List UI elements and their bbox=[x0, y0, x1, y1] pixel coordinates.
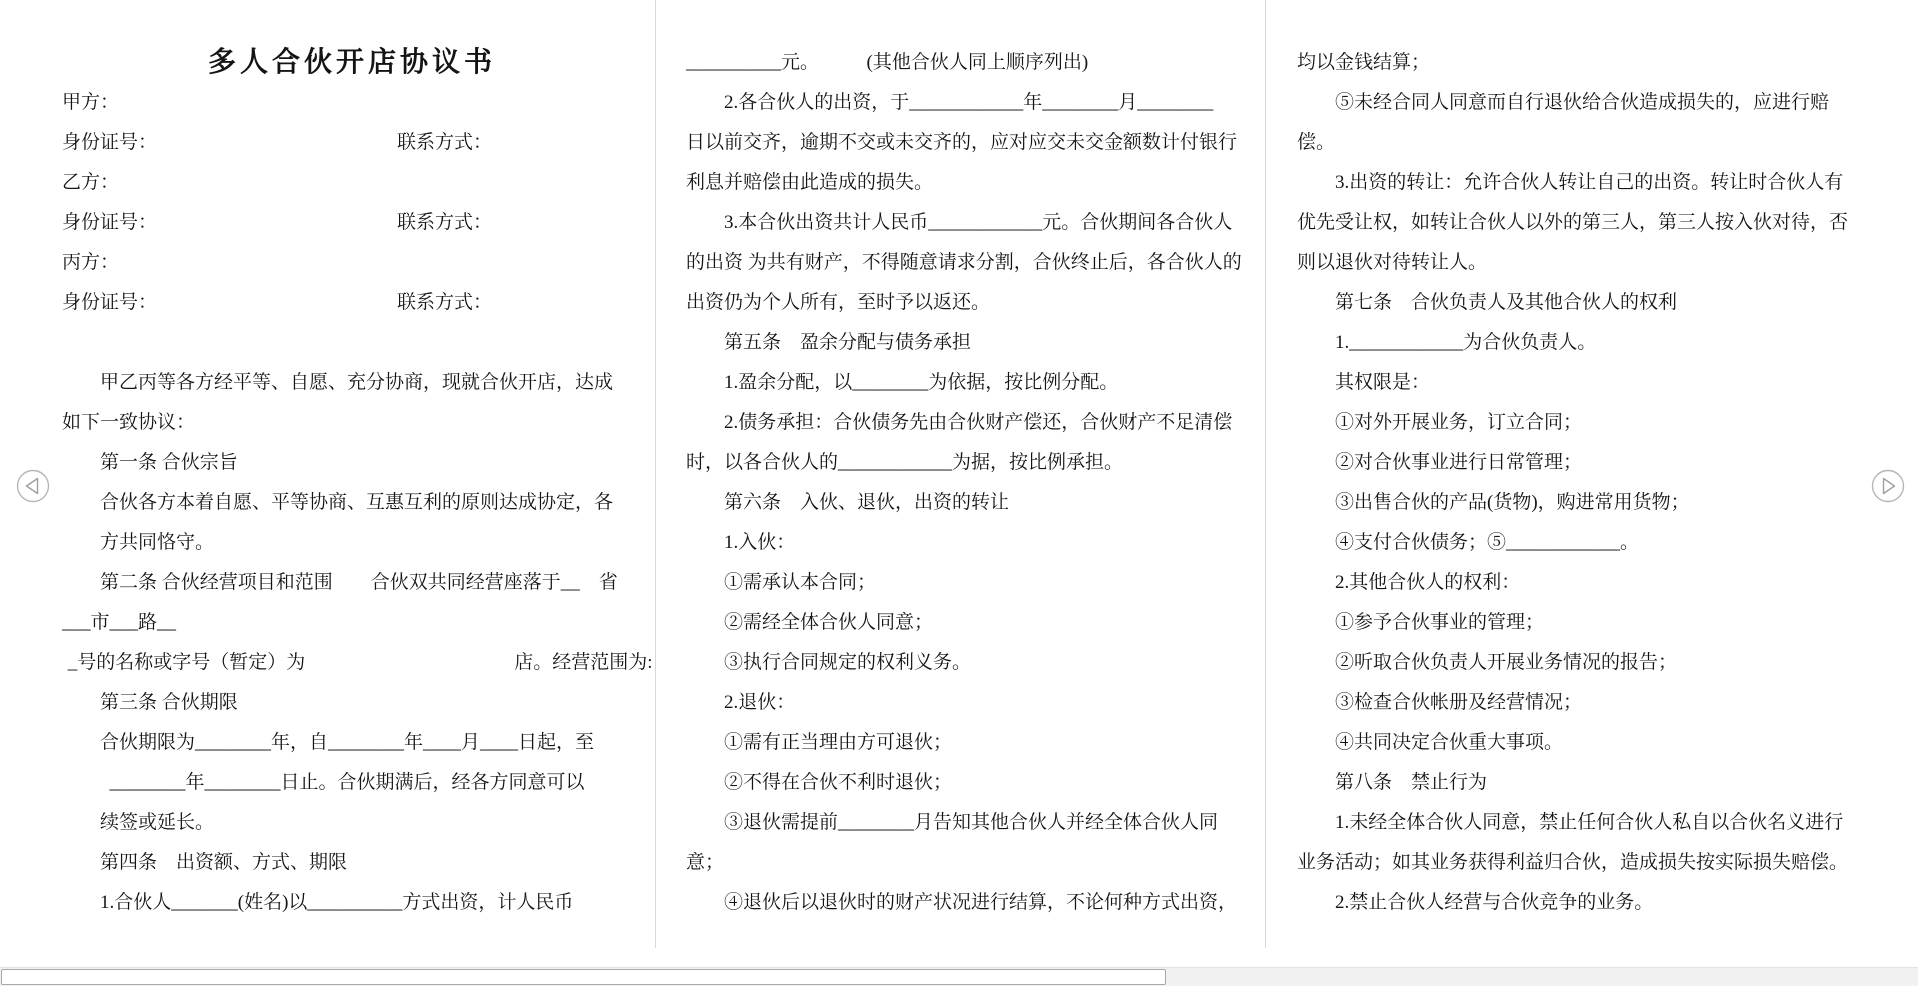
doc-line-right: 联系方式： bbox=[397, 212, 493, 233]
circle-arrow-left-icon bbox=[15, 492, 51, 507]
doc-line: _号的名称或字号（暂定）为 店。经营范围为: bbox=[67, 652, 653, 673]
doc-line: ④共同决定合伙重大事项。 bbox=[1335, 732, 1564, 753]
document-column-2 bbox=[686, 43, 1246, 923]
doc-line-left: 身份证号： bbox=[62, 292, 158, 313]
doc-line: 3.出资的转让：允许合伙人转让自己的出资。转让时合伙人有 bbox=[1335, 172, 1844, 193]
doc-line: ___市___路__ bbox=[62, 612, 177, 633]
doc-line: 第八条 禁止行为 bbox=[1335, 772, 1488, 793]
doc-line: 1.____________为合伙负责人。 bbox=[1335, 332, 1597, 353]
doc-line: 其权限是： bbox=[1335, 372, 1431, 393]
document-column-3 bbox=[1297, 43, 1872, 923]
doc-line bbox=[62, 203, 642, 243]
doc-line-left: 身份证号： bbox=[62, 132, 158, 153]
doc-line: 第三条 合伙期限 bbox=[100, 692, 238, 713]
doc-line-right: 联系方式： bbox=[397, 132, 493, 153]
doc-line: 业务活动；如其业务获得利益归合伙，造成损失按实际损失赔偿。 bbox=[1297, 852, 1849, 873]
doc-line: ①需承认本合同； bbox=[724, 572, 877, 593]
doc-line: 第二条 合伙经营项目和范围 合伙双共同经营座落于__ 省 bbox=[100, 572, 618, 593]
doc-line: 1.盈余分配，以________为依据，按比例分配。 bbox=[724, 372, 1119, 393]
doc-line: 甲方： bbox=[62, 92, 120, 113]
doc-line: 如下一致协议： bbox=[62, 412, 196, 433]
doc-line: 甲乙丙等各方经平等、自愿、充分协商，现就合伙开店，达成 bbox=[100, 372, 614, 393]
doc-line: 第四条 出资额、方式、期限 bbox=[100, 852, 348, 873]
doc-line: 1.未经全体合伙人同意，禁止任何合伙人私自以合伙名义进行 bbox=[1335, 812, 1844, 833]
doc-line: 优先受让权，如转让合伙人以外的第三人，第三人按入伙对待，否 bbox=[1297, 212, 1849, 233]
column-divider bbox=[1265, 0, 1266, 948]
doc-line: 第一条 合伙宗旨 bbox=[100, 452, 238, 473]
doc-line: 2.禁止合伙人经营与合伙竞争的业务。 bbox=[1335, 892, 1654, 913]
doc-line: 第六条 入伙、退伙，出资的转让 bbox=[724, 492, 1010, 513]
doc-line: ③检查合伙帐册及经营情况； bbox=[1335, 692, 1583, 713]
doc-line bbox=[62, 123, 642, 163]
doc-line: 合伙期限为________年，自________年____月____日起，至 bbox=[100, 732, 595, 753]
doc-line: 丙方： bbox=[62, 252, 120, 273]
doc-line: 2.债务承担：合伙债务先由合伙财产偿还，合伙财产不足清偿 bbox=[724, 412, 1233, 433]
doc-line: 1.入伙： bbox=[724, 532, 796, 553]
previous-page-button[interactable] bbox=[15, 468, 51, 504]
doc-line: 2.各合伙人的出资，于____________年________月________ bbox=[724, 92, 1214, 113]
doc-line-left: 身份证号： bbox=[62, 212, 158, 233]
doc-line: 第七条 合伙负责人及其他合伙人的权利 bbox=[1335, 292, 1678, 313]
doc-line bbox=[62, 283, 642, 323]
doc-line: ③执行合同规定的权利义务。 bbox=[724, 652, 972, 673]
doc-line: 偿。 bbox=[1297, 132, 1336, 153]
doc-line: 利息并赔偿由此造成的损失。 bbox=[686, 172, 934, 193]
doc-line: ②听取合伙负责人开展业务情况的报告； bbox=[1335, 652, 1678, 673]
doc-line: 1.合伙人_______(姓名)以__________方式出资，计人民币 bbox=[100, 892, 574, 913]
doc-line: 时，以各合伙人的____________为据，按比例承担。 bbox=[686, 452, 1124, 473]
doc-line: 出资仍为个人所有，至时予以返还。 bbox=[686, 292, 991, 313]
column-divider bbox=[655, 0, 656, 948]
doc-line: 方共同恪守。 bbox=[100, 532, 215, 553]
document-column-1 bbox=[62, 43, 653, 923]
doc-line: ②需经全体合伙人同意； bbox=[724, 612, 934, 633]
doc-line: 的出资 为共有财产，不得随意请求分割，合伙终止后，各合伙人的 bbox=[686, 252, 1242, 273]
horizontal-scrollbar-track[interactable] bbox=[0, 967, 1918, 986]
doc-line: ③出售合伙的产品(货物)，购进常用货物； bbox=[1335, 492, 1690, 513]
doc-line: 合伙各方本着自愿、平等协商、互惠互利的原则达成协定，各 bbox=[100, 492, 614, 513]
doc-line: 乙方： bbox=[62, 172, 120, 193]
doc-line: ④支付合伙债务；⑤____________。 bbox=[1335, 532, 1640, 553]
doc-line: ⑤未经合同人同意而自行退伙给合伙造成损失的，应进行赔 bbox=[1335, 92, 1830, 113]
doc-line: ①需有正当理由方可退伙； bbox=[724, 732, 953, 753]
doc-line: 续签或延长。 bbox=[100, 812, 215, 833]
doc-line: 意； bbox=[686, 852, 725, 873]
doc-line: ①对外开展业务，订立合同； bbox=[1335, 412, 1583, 433]
doc-line: 则以退伙对待转让人。 bbox=[1297, 252, 1488, 273]
doc-line: 2.退伙： bbox=[724, 692, 796, 713]
doc-line: 日以前交齐，逾期不交或未交齐的，应对应交未交金额数计付银行 bbox=[686, 132, 1238, 153]
doc-line: 均以金钱结算； bbox=[1297, 52, 1431, 73]
doc-line: ________年________日止。合伙期满后，经各方同意可以 bbox=[109, 772, 585, 793]
doc-line: ④退伙后以退伙时的财产状况进行结算，不论何种方式出资， bbox=[724, 892, 1238, 913]
circle-arrow-right-icon bbox=[1870, 492, 1906, 507]
doc-line: ①参予合伙事业的管理； bbox=[1335, 612, 1545, 633]
doc-line: 3.本合伙出资共计人民币____________元。合伙期间各合伙人 bbox=[724, 212, 1233, 233]
doc-line-right: 联系方式： bbox=[397, 292, 493, 313]
doc-line bbox=[62, 323, 642, 363]
doc-line: 2.其他合伙人的权利： bbox=[1335, 572, 1521, 593]
next-page-button[interactable] bbox=[1870, 468, 1906, 504]
horizontal-scrollbar-thumb[interactable] bbox=[1, 969, 1166, 985]
doc-line: ③退伙需提前________月告知其他合伙人并经全体合伙人同 bbox=[724, 812, 1219, 833]
doc-line: 第五条 盈余分配与债务承担 bbox=[724, 332, 972, 353]
doc-line: __________元。 (其他合伙人同上顺序列出) bbox=[686, 52, 1089, 73]
doc-title: 多人合伙开店协议书 bbox=[207, 47, 496, 78]
doc-line: ②不得在合伙不利时退伙； bbox=[724, 772, 953, 793]
doc-line: ②对合伙事业进行日常管理； bbox=[1335, 452, 1583, 473]
